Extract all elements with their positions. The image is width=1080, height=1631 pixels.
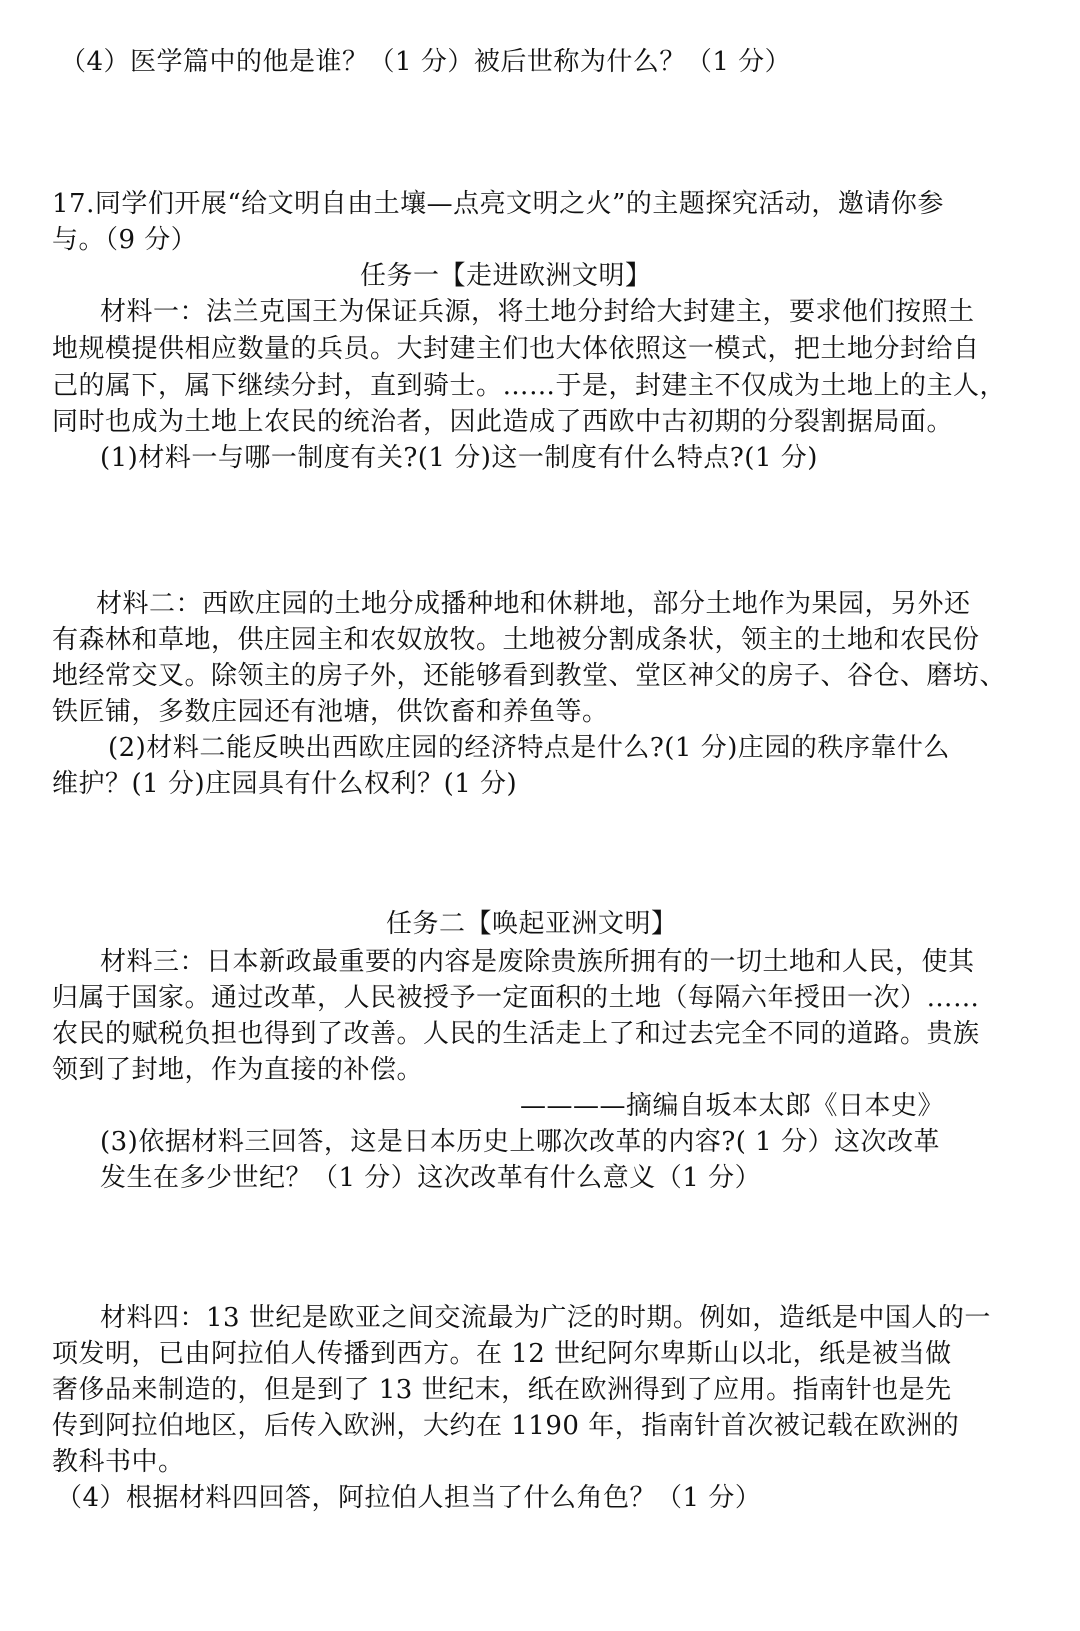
question3-line2: 发生在多少世纪？（1 分）这次改革有什么意义（1 分） [100,1163,762,1193]
material4-line5: 教科书中。 [52,1447,185,1477]
question4: （4）根据材料四回答，阿拉伯人担当了什么角色？（1 分） [56,1483,762,1513]
question3-line1: (3)依据材料三回答，这是日本历史上哪次改革的内容?( 1 分）这次改革 [100,1127,940,1157]
task1-title: 任务一【走进欧洲文明】 [360,261,652,291]
q16-part4-question: （4）医学篇中的他是谁？（1 分）被后世称为什么？（1 分） [60,47,792,77]
material1-line4: 同时也成为土地上农民的统治者，因此造成了西欧中古初期的分裂割据局面。 [52,407,954,437]
material3-line4: 领到了封地，作为直接的补偿。 [52,1055,424,1085]
question2-line2: 维护？(1 分)庄园具有什么权利？(1 分) [52,769,518,799]
material4-line2: 项发明，已由阿拉伯人传播到西方。在 12 世纪阿尔卑斯山以北，纸是被当做 [52,1339,952,1369]
material1-line2: 地规模提供相应数量的兵员。大封建主们也大体依照这一模式，把土地分封给自 [52,334,980,364]
material3-line2: 归属于国家。通过改革，人民被授予一定面积的土地（每隔六年授田一次）…… [52,983,980,1013]
material2-line2: 有森林和草地，供庄园主和农奴放牧。土地被分割成条状，领主的土地和农民份 [52,625,980,655]
q17-intro-line1: 17.同学们开展“给文明自由土壤—点亮文明之火”的主题探究活动，邀请你参 [52,189,944,219]
material3-line1: 材料三：日本新政最重要的内容是废除贵族所拥有的一切土地和人民，使其 [100,947,975,977]
material4-line4: 传到阿拉伯地区，后传入欧洲，大约在 1190 年，指南针首次被记载在欧洲的 [52,1411,960,1441]
material3-source: ————摘编自坂本太郎《日本史》 [520,1091,945,1121]
material2-line3: 地经常交叉。除领主的房子外，还能够看到教堂、堂区神父的房子、谷仓、磨坊、 [52,661,1007,691]
question2-line1: (2)材料二能反映出西欧庄园的经济特点是什么?(1 分)庄园的秩序靠什么 [108,733,950,763]
material2-line1: 材料二：西欧庄园的土地分成播种地和休耕地，部分土地作为果园，另外还 [96,589,971,619]
q17-intro-line2: 与。（9 分） [52,225,198,255]
material1-line3: 己的属下，属下继续分封，直到骑士。……于是，封建主不仅成为土地上的主人， [52,371,1007,401]
material4-line3: 奢侈品来制造的，但是到了 13 世纪末，纸在欧洲得到了应用。指南针也是先 [52,1375,952,1405]
material3-line3: 农民的赋税负担也得到了改善。人民的生活走上了和过去完全不同的道路。贵族 [52,1019,980,1049]
material1-line1: 材料一：法兰克国王为保证兵源，将土地分封给大封建主，要求他们按照土 [100,297,975,327]
material2-line4: 铁匠铺，多数庄园还有池塘，供饮畜和养鱼等。 [52,697,609,727]
material4-line1: 材料四：13 世纪是欧亚之间交流最为广泛的时期。例如，造纸是中国人的一 [100,1303,991,1333]
question1: (1)材料一与哪一制度有关?(1 分)这一制度有什么特点?(1 分) [100,443,818,473]
task2-title: 任务二【唤起亚洲文明】 [386,909,678,939]
